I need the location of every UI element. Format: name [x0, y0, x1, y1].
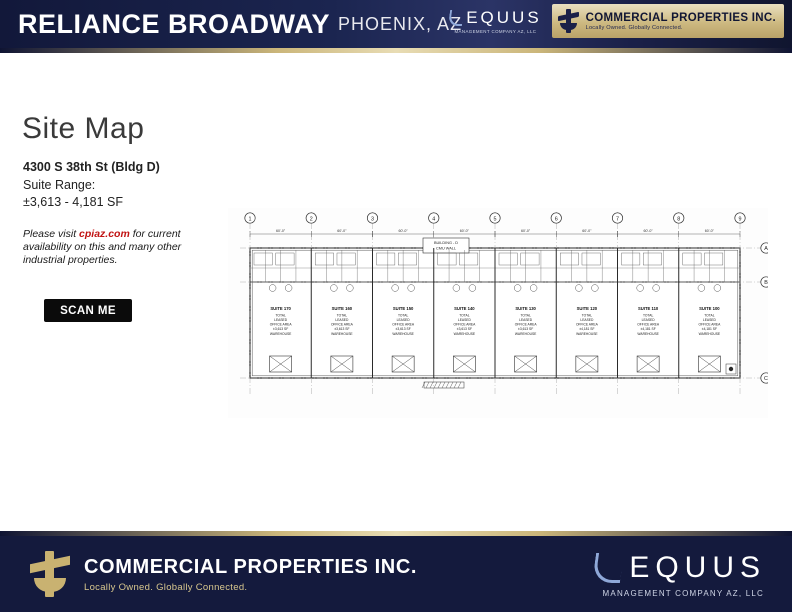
- svg-text:WAREHOUSE: WAREHOUSE: [331, 331, 353, 336]
- svg-text:TOTAL: TOTAL: [459, 313, 470, 318]
- svg-text:OFFICE AREA: OFFICE AREA: [575, 322, 598, 327]
- svg-text:OFFICE AREA: OFFICE AREA: [392, 322, 415, 327]
- equus-wordmark: EQUUS: [466, 8, 542, 27]
- svg-text:BUILDING - D: BUILDING - D: [433, 241, 459, 245]
- cpi-footer-wordmark: COMMERCIAL PROPERTIES INC.: [84, 555, 418, 578]
- svg-text:TOTAL: TOTAL: [275, 313, 286, 318]
- svg-text:3: 3: [371, 216, 374, 223]
- svg-text:WAREHOUSE: WAREHOUSE: [453, 331, 476, 336]
- cpi-wordmark: COMMERCIAL PROPERTIES INC.: [585, 11, 776, 24]
- svg-text:60'-0": 60'-0": [276, 229, 286, 233]
- page-footer: [0, 536, 792, 612]
- property-location: PHOENIX, AZ: [338, 13, 463, 34]
- equus-logo-footer: [594, 551, 766, 598]
- svg-text:OFFICE AREA: OFFICE AREA: [330, 322, 353, 327]
- equus-subtitle: MANAGEMENT COMPANY AZ, LLC: [454, 29, 537, 34]
- header-logos: [449, 4, 784, 38]
- svg-text:WAREHOUSE: WAREHOUSE: [392, 331, 414, 336]
- equus-footer-subtitle: MANAGEMENT COMPANY AZ, LLC: [602, 588, 764, 598]
- cpi-mark-icon: [558, 9, 580, 33]
- svg-text:±3,613 SF: ±3,613 SF: [334, 327, 350, 332]
- cpiaz-link[interactable]: cpiaz.com: [79, 228, 130, 240]
- equus-swoosh-icon-large: [592, 553, 624, 583]
- equus-logo-header: [449, 8, 541, 34]
- svg-text:5: 5: [493, 216, 497, 223]
- svg-text:SUITE 150: SUITE 150: [392, 306, 414, 311]
- cpi-logo-footer: [30, 551, 417, 597]
- property-title: RELIANCE BROADWAY: [18, 8, 331, 39]
- svg-text:OFFICE AREA: OFFICE AREA: [698, 322, 721, 327]
- svg-text:WAREHOUSE: WAREHOUSE: [269, 331, 292, 336]
- svg-text:60'-0": 60'-0": [643, 229, 653, 233]
- page-title: Site Map: [22, 112, 145, 145]
- svg-text:CMU WALL: CMU WALL: [436, 246, 456, 251]
- svg-text:LEASED: LEASED: [457, 318, 471, 322]
- svg-text:TOTAL: TOTAL: [704, 313, 715, 318]
- svg-text:±3,613 SF: ±3,613 SF: [518, 327, 534, 332]
- svg-text:LEASED: LEASED: [274, 318, 288, 322]
- svg-text:LEASED: LEASED: [702, 318, 716, 322]
- svg-text:60'-0": 60'-0": [521, 229, 531, 233]
- svg-text:LEASED: LEASED: [641, 318, 655, 322]
- building-address: 4300 S 38th St (Bldg D): [23, 160, 160, 174]
- svg-text:LEASED: LEASED: [580, 318, 594, 322]
- cpi-tagline: Locally Owned. Globally Connected.: [585, 24, 683, 31]
- svg-text:60'-0": 60'-0": [459, 229, 469, 233]
- svg-text:C: C: [764, 376, 768, 383]
- svg-text:60'-0": 60'-0": [398, 229, 408, 233]
- svg-text:±4,181 SF: ±4,181 SF: [579, 327, 595, 332]
- svg-text:7: 7: [616, 216, 619, 223]
- svg-text:2: 2: [309, 216, 313, 223]
- svg-text:OFFICE AREA: OFFICE AREA: [453, 322, 476, 327]
- svg-text:SUITE 140: SUITE 140: [454, 306, 475, 311]
- svg-text:60'-0": 60'-0": [582, 229, 592, 233]
- svg-text:SUITE 120: SUITE 120: [576, 306, 598, 311]
- svg-text:LEASED: LEASED: [335, 318, 349, 322]
- svg-text:±3,613 SF: ±3,613 SF: [273, 327, 289, 332]
- svg-text:LEASED: LEASED: [519, 318, 533, 322]
- note-prefix: Please visit: [23, 228, 80, 240]
- svg-text:WAREHOUSE: WAREHOUSE: [637, 331, 659, 336]
- svg-text:±4,181 SF: ±4,181 SF: [640, 327, 656, 332]
- svg-text:OFFICE AREA: OFFICE AREA: [637, 322, 660, 327]
- svg-text:OFFICE AREA: OFFICE AREA: [514, 322, 537, 327]
- svg-text:WAREHOUSE: WAREHOUSE: [576, 331, 598, 336]
- svg-text:WAREHOUSE: WAREHOUSE: [698, 331, 721, 336]
- svg-text:B: B: [764, 280, 768, 287]
- svg-text:OFFICE AREA: OFFICE AREA: [269, 322, 292, 327]
- svg-text:6: 6: [554, 216, 558, 223]
- svg-text:4: 4: [432, 216, 436, 223]
- page-header: [0, 0, 792, 48]
- cpi-mark-icon-large: [30, 551, 72, 597]
- svg-text:LEASED: LEASED: [396, 318, 410, 322]
- availability-note: [23, 228, 183, 267]
- qr-code[interactable]: [44, 329, 132, 417]
- equus-swoosh-icon: [448, 10, 464, 26]
- svg-text:TOTAL: TOTAL: [642, 313, 654, 318]
- scan-me-button[interactable]: SCAN ME: [44, 299, 132, 322]
- site-map-floorplan: [228, 208, 768, 418]
- svg-text:SUITE 160: SUITE 160: [331, 306, 353, 311]
- svg-text:60'-0": 60'-0": [337, 229, 347, 233]
- suite-range-value: ±3,613 - 4,181 SF: [23, 195, 123, 209]
- svg-text:TOTAL: TOTAL: [397, 313, 409, 318]
- svg-text:±3,613 SF: ±3,613 SF: [456, 327, 472, 332]
- svg-text:±3,613 SF: ±3,613 SF: [395, 327, 411, 332]
- svg-text:A: A: [764, 246, 768, 253]
- suite-range-label: Suite Range:: [23, 178, 96, 192]
- svg-text:60'-0": 60'-0": [704, 229, 714, 233]
- svg-text:TOTAL: TOTAL: [336, 313, 348, 318]
- equus-footer-wordmark: EQUUS: [629, 550, 766, 584]
- svg-text:WAREHOUSE: WAREHOUSE: [514, 331, 537, 336]
- svg-text:TOTAL: TOTAL: [581, 313, 593, 318]
- header-gold-rule: [0, 48, 792, 53]
- svg-text:9: 9: [738, 216, 742, 223]
- svg-text:SUITE 110: SUITE 110: [637, 306, 659, 311]
- svg-text:1: 1: [248, 216, 252, 223]
- floorplan-drawing: [228, 208, 768, 418]
- svg-text:SUITE 100: SUITE 100: [699, 306, 720, 311]
- svg-text:±4,181 SF: ±4,181 SF: [701, 327, 717, 332]
- svg-text:TOTAL: TOTAL: [520, 313, 531, 318]
- svg-text:SUITE 170: SUITE 170: [270, 306, 291, 311]
- svg-text:SUITE 130: SUITE 130: [515, 306, 536, 311]
- cpi-logo-header: [552, 4, 784, 38]
- svg-text:8: 8: [677, 216, 681, 223]
- cpi-footer-tagline: Locally Owned. Globally Connected.: [84, 581, 248, 593]
- note-suffix: for current availability on this and many other industrial properties.: [23, 228, 182, 266]
